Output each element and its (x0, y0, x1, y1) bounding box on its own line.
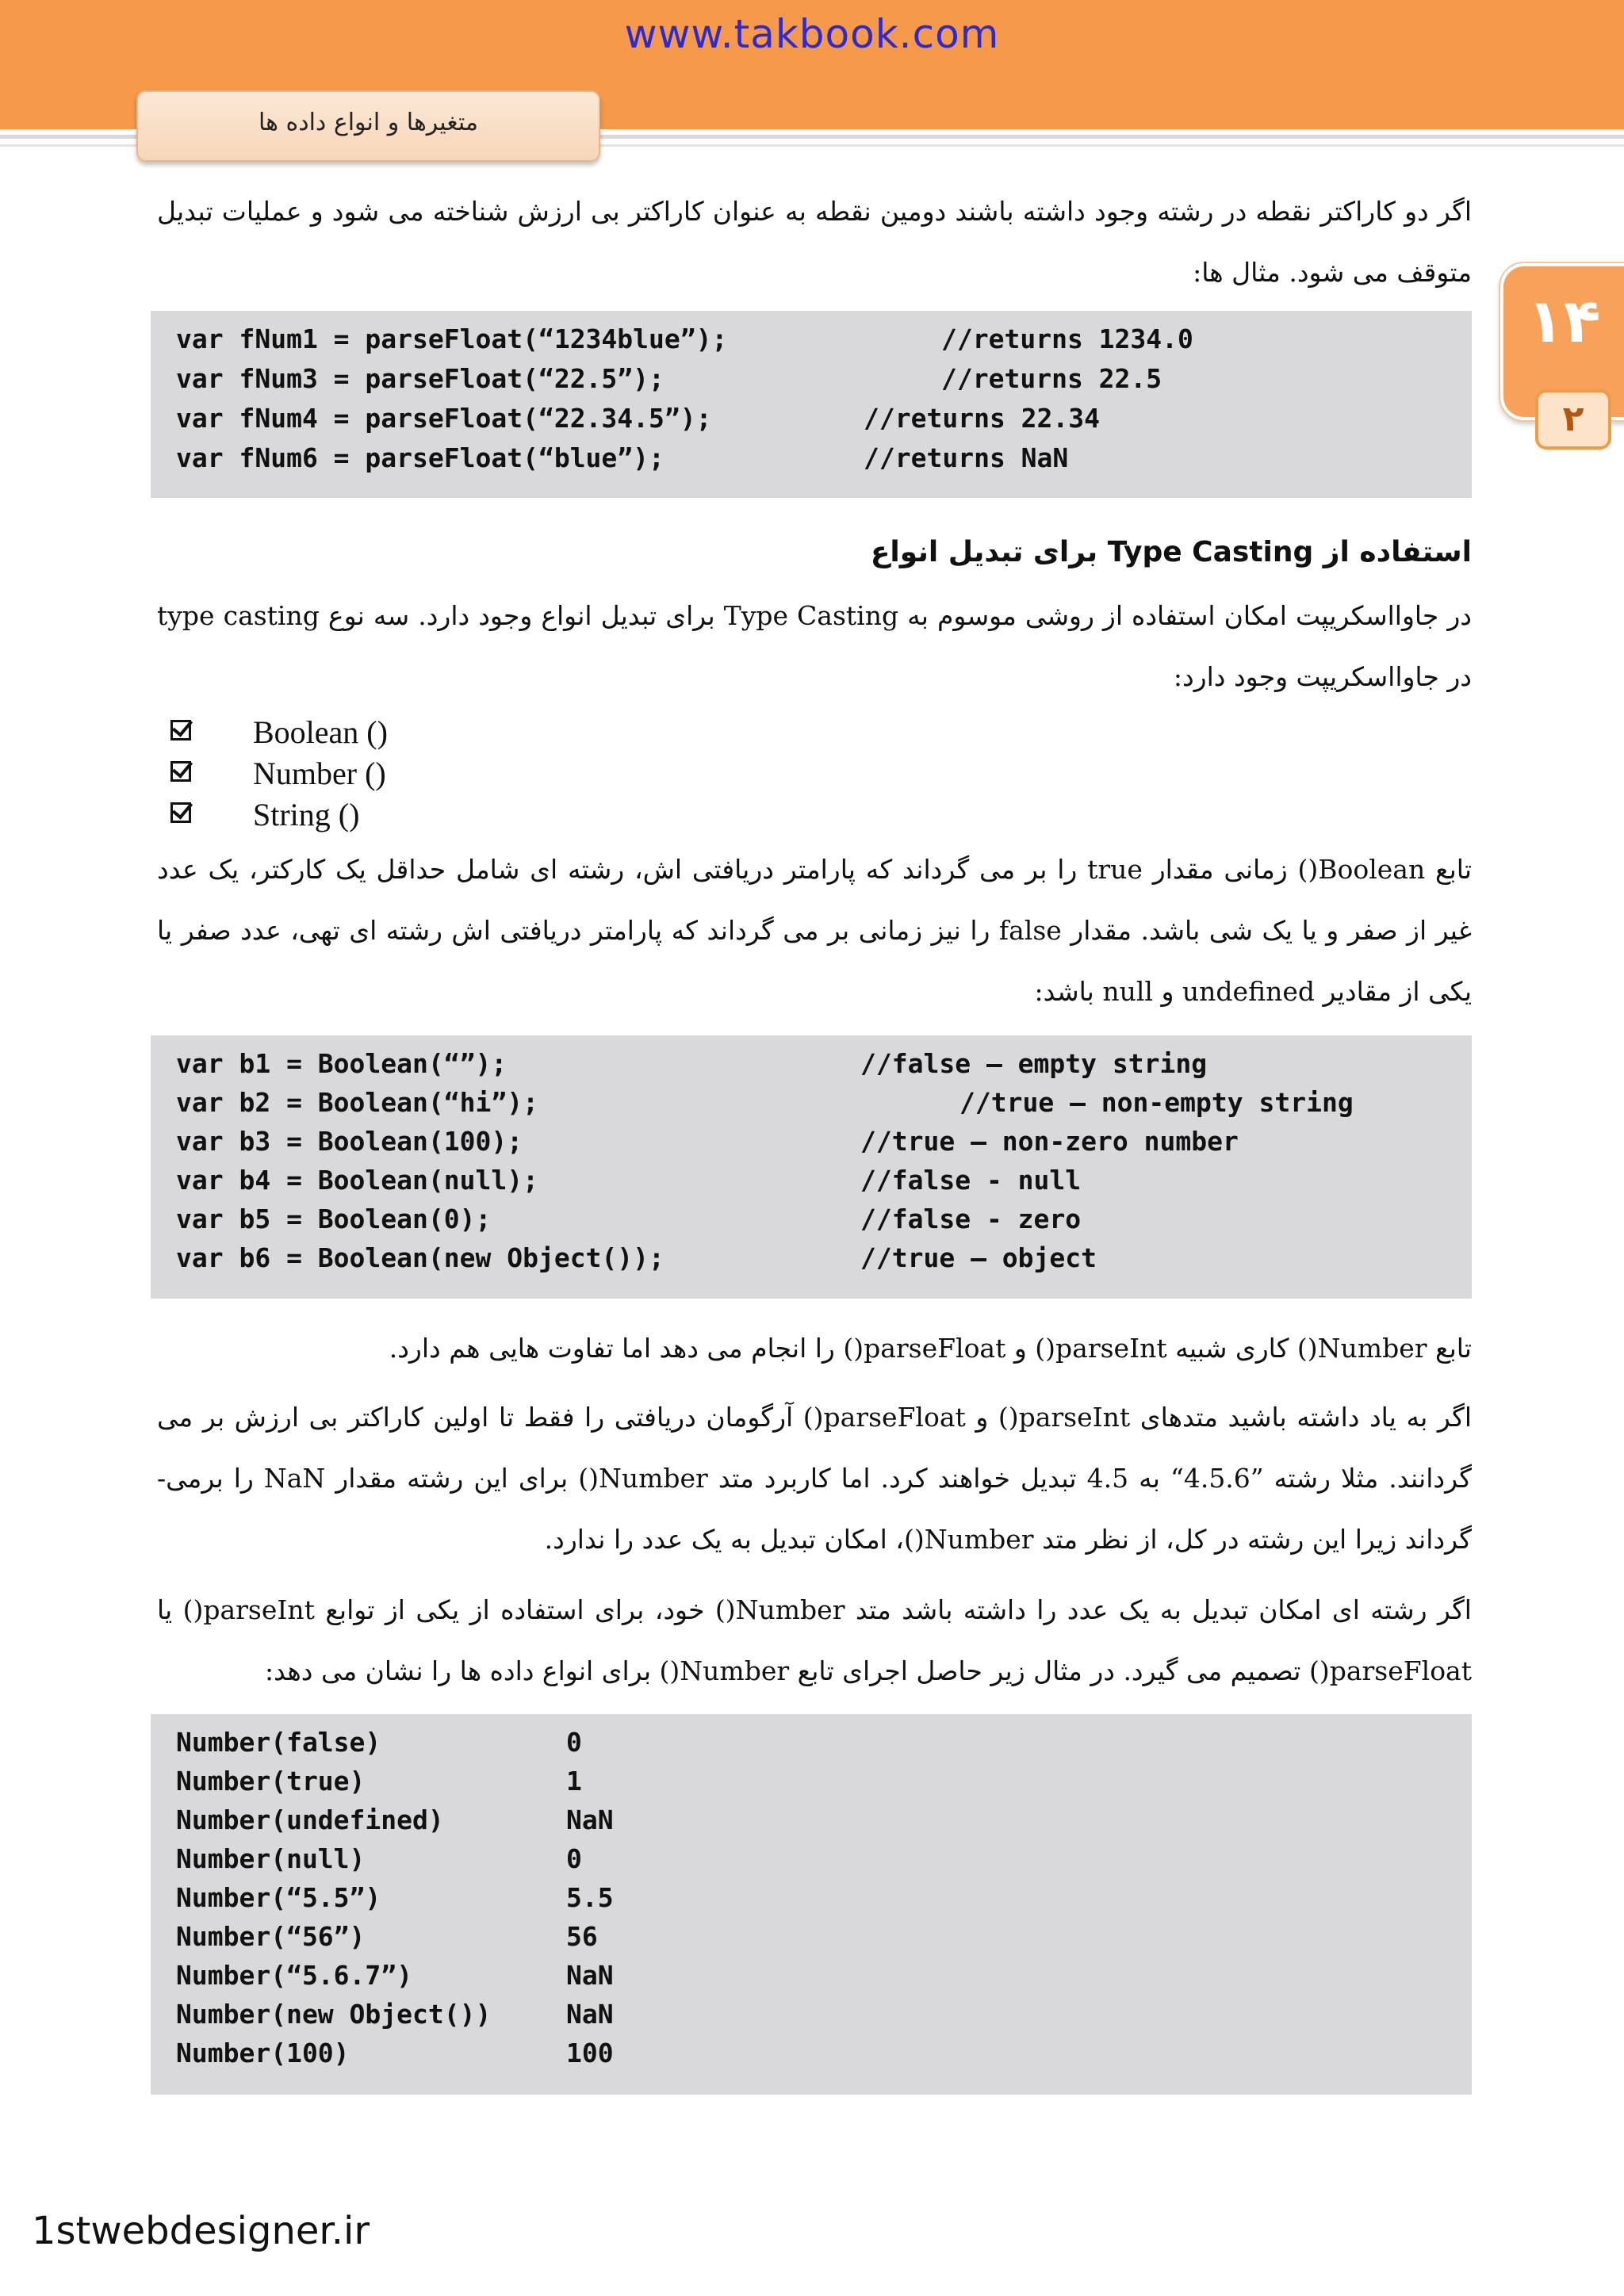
code-comment: //returns 1234.0 (941, 323, 1193, 354)
code-line: var fNum1 = parseFloat(“1234blue”); (176, 323, 728, 354)
chapter-title-tab: متغیرها و انواع داده ها (136, 90, 600, 162)
code-line: Number(undefined) (176, 1804, 444, 1835)
list-item-label: Boolean () (253, 714, 388, 750)
code-line: Number(100) (176, 2038, 350, 2068)
code-line: Number(true) (176, 1766, 366, 1797)
page-number: ۱۴ (1526, 285, 1601, 356)
number-choice-paragraph: اگر رشته ای امکان تبدیل به یک عدد را داشته باشد متد Number() خود، برای استفاده از یکی از توابع parseInt() یا parseFloat() تصمیم می گیرد. در مثال زیر حاصل اجرای تابع Number() برای انواع داده ها را نشان می دهد: (157, 1594, 1472, 1686)
code-comment: //returns NaN (864, 442, 1069, 473)
code-line: var b3 = Boolean(100); (176, 1126, 523, 1157)
code-result: 5.5 (566, 1882, 614, 1913)
code-result: 56 (566, 1921, 598, 1952)
number-difference-paragraph: اگر به یاد داشته باشید متدهای parseInt() و parseFloat() آرگومان دریافتی را فقط تا اولین کاراکتر بی ارزش بر می گردانند. مثلا رشته ”4.5.6“ به 4.5 تبدیل خواهند کرد. اما کاربرد متد Number() برای این رشته مقدار NaN را برمی-گرداند زیرا این رشته در کل، از نظر متد Number()، امکان تبدیل به یک عدد را ندارد. (157, 1402, 1472, 1555)
code-comment: //true – non-zero number (860, 1126, 1239, 1157)
code-line: var fNum3 = parseFloat(“22.5”); (176, 363, 665, 394)
checkbox-checked-icon (170, 761, 191, 782)
code-block-number (151, 1714, 1472, 2095)
code-comment: //returns 22.5 (941, 363, 1162, 394)
footer-site-name[interactable]: 1stwebdesigner.ir (32, 2209, 370, 2253)
code-comment: //false - null (860, 1165, 1082, 1196)
list-item-label: String () (253, 797, 360, 832)
type-casting-intro: در جاوااسکریپت امکان استفاده از روشی موسوم به Type Casting برای تبدیل انواع وجود دارد. سه نوع type casting در جاوااسکریپت وجود دارد: (157, 600, 1472, 692)
site-url[interactable]: www.takbook.com (624, 11, 1000, 57)
code-comment: //returns 22.34 (864, 403, 1101, 434)
checkbox-checked-icon (170, 720, 191, 740)
code-line: var b4 = Boolean(null); (176, 1165, 538, 1196)
code-line: var b2 = Boolean(“hi”); (176, 1087, 538, 1118)
code-line: Number(new Object()) (176, 1999, 492, 2030)
code-line: var fNum6 = parseFloat(“blue”); (176, 442, 665, 473)
chapter-number-badge: ۲ (1535, 389, 1611, 450)
code-result: NaN (566, 1960, 614, 1991)
number-intro-paragraph: تابع Number() کاری شبیه parseInt() و parseFloat() را انجام می دهد اما تفاوت هایی هم دارد. (389, 1333, 1472, 1364)
boolean-paragraph: تابع Boolean() زمانی مقدار true را بر می گرداند که پارامتر دریافتی اش، رشته ای شامل حداقل یک کارکتر، یک عدد غیر از صفر و یا یک شی باشد. مقدار false را نیز زمانی بر می گرداند که پارامتر دریافتی اش رشته ای تهی، عدد صفر یا یکی از مقادیر undefined و null باشد: (157, 854, 1472, 1007)
code-line: var b6 = Boolean(new Object()); (176, 1242, 665, 1273)
checkbox-checked-icon (170, 802, 191, 823)
code-comment: //true – object (860, 1242, 1097, 1273)
intro-paragraph: اگر دو کاراکتر نقطه در رشته وجود داشته باشند دومین نقطه به عنوان کاراکتر بی ارزش شناخته می شود و عملیات تبدیل متوقف می شود. مثال ها: (157, 196, 1472, 288)
code-result: 0 (566, 1843, 582, 1874)
code-line: Number(“5.5”) (176, 1882, 381, 1913)
list-item-label: Number () (253, 756, 386, 791)
code-line: var b1 = Boolean(“”); (176, 1048, 508, 1079)
code-comment: //true – non-empty string (959, 1087, 1354, 1118)
code-result: 1 (566, 1766, 582, 1797)
code-result: 100 (566, 2038, 614, 2068)
code-comment: //false - zero (860, 1203, 1082, 1234)
code-line: Number(“56”) (176, 1921, 366, 1952)
code-line: Number(null) (176, 1843, 366, 1874)
section-heading: استفاده از Type Casting برای تبدیل انواع (870, 536, 1472, 568)
code-line: Number(false) (176, 1727, 381, 1758)
code-result: NaN (566, 1804, 614, 1835)
code-line: Number(“5.6.7”) (176, 1960, 413, 1991)
code-block-boolean (151, 1035, 1472, 1299)
code-result: 0 (566, 1727, 582, 1758)
code-result: NaN (566, 1999, 614, 2030)
code-line: var fNum4 = parseFloat(“22.34.5”); (176, 403, 712, 434)
code-block-parsefloat (151, 311, 1472, 498)
code-comment: //false – empty string (860, 1048, 1208, 1079)
code-line: var b5 = Boolean(0); (176, 1203, 492, 1234)
